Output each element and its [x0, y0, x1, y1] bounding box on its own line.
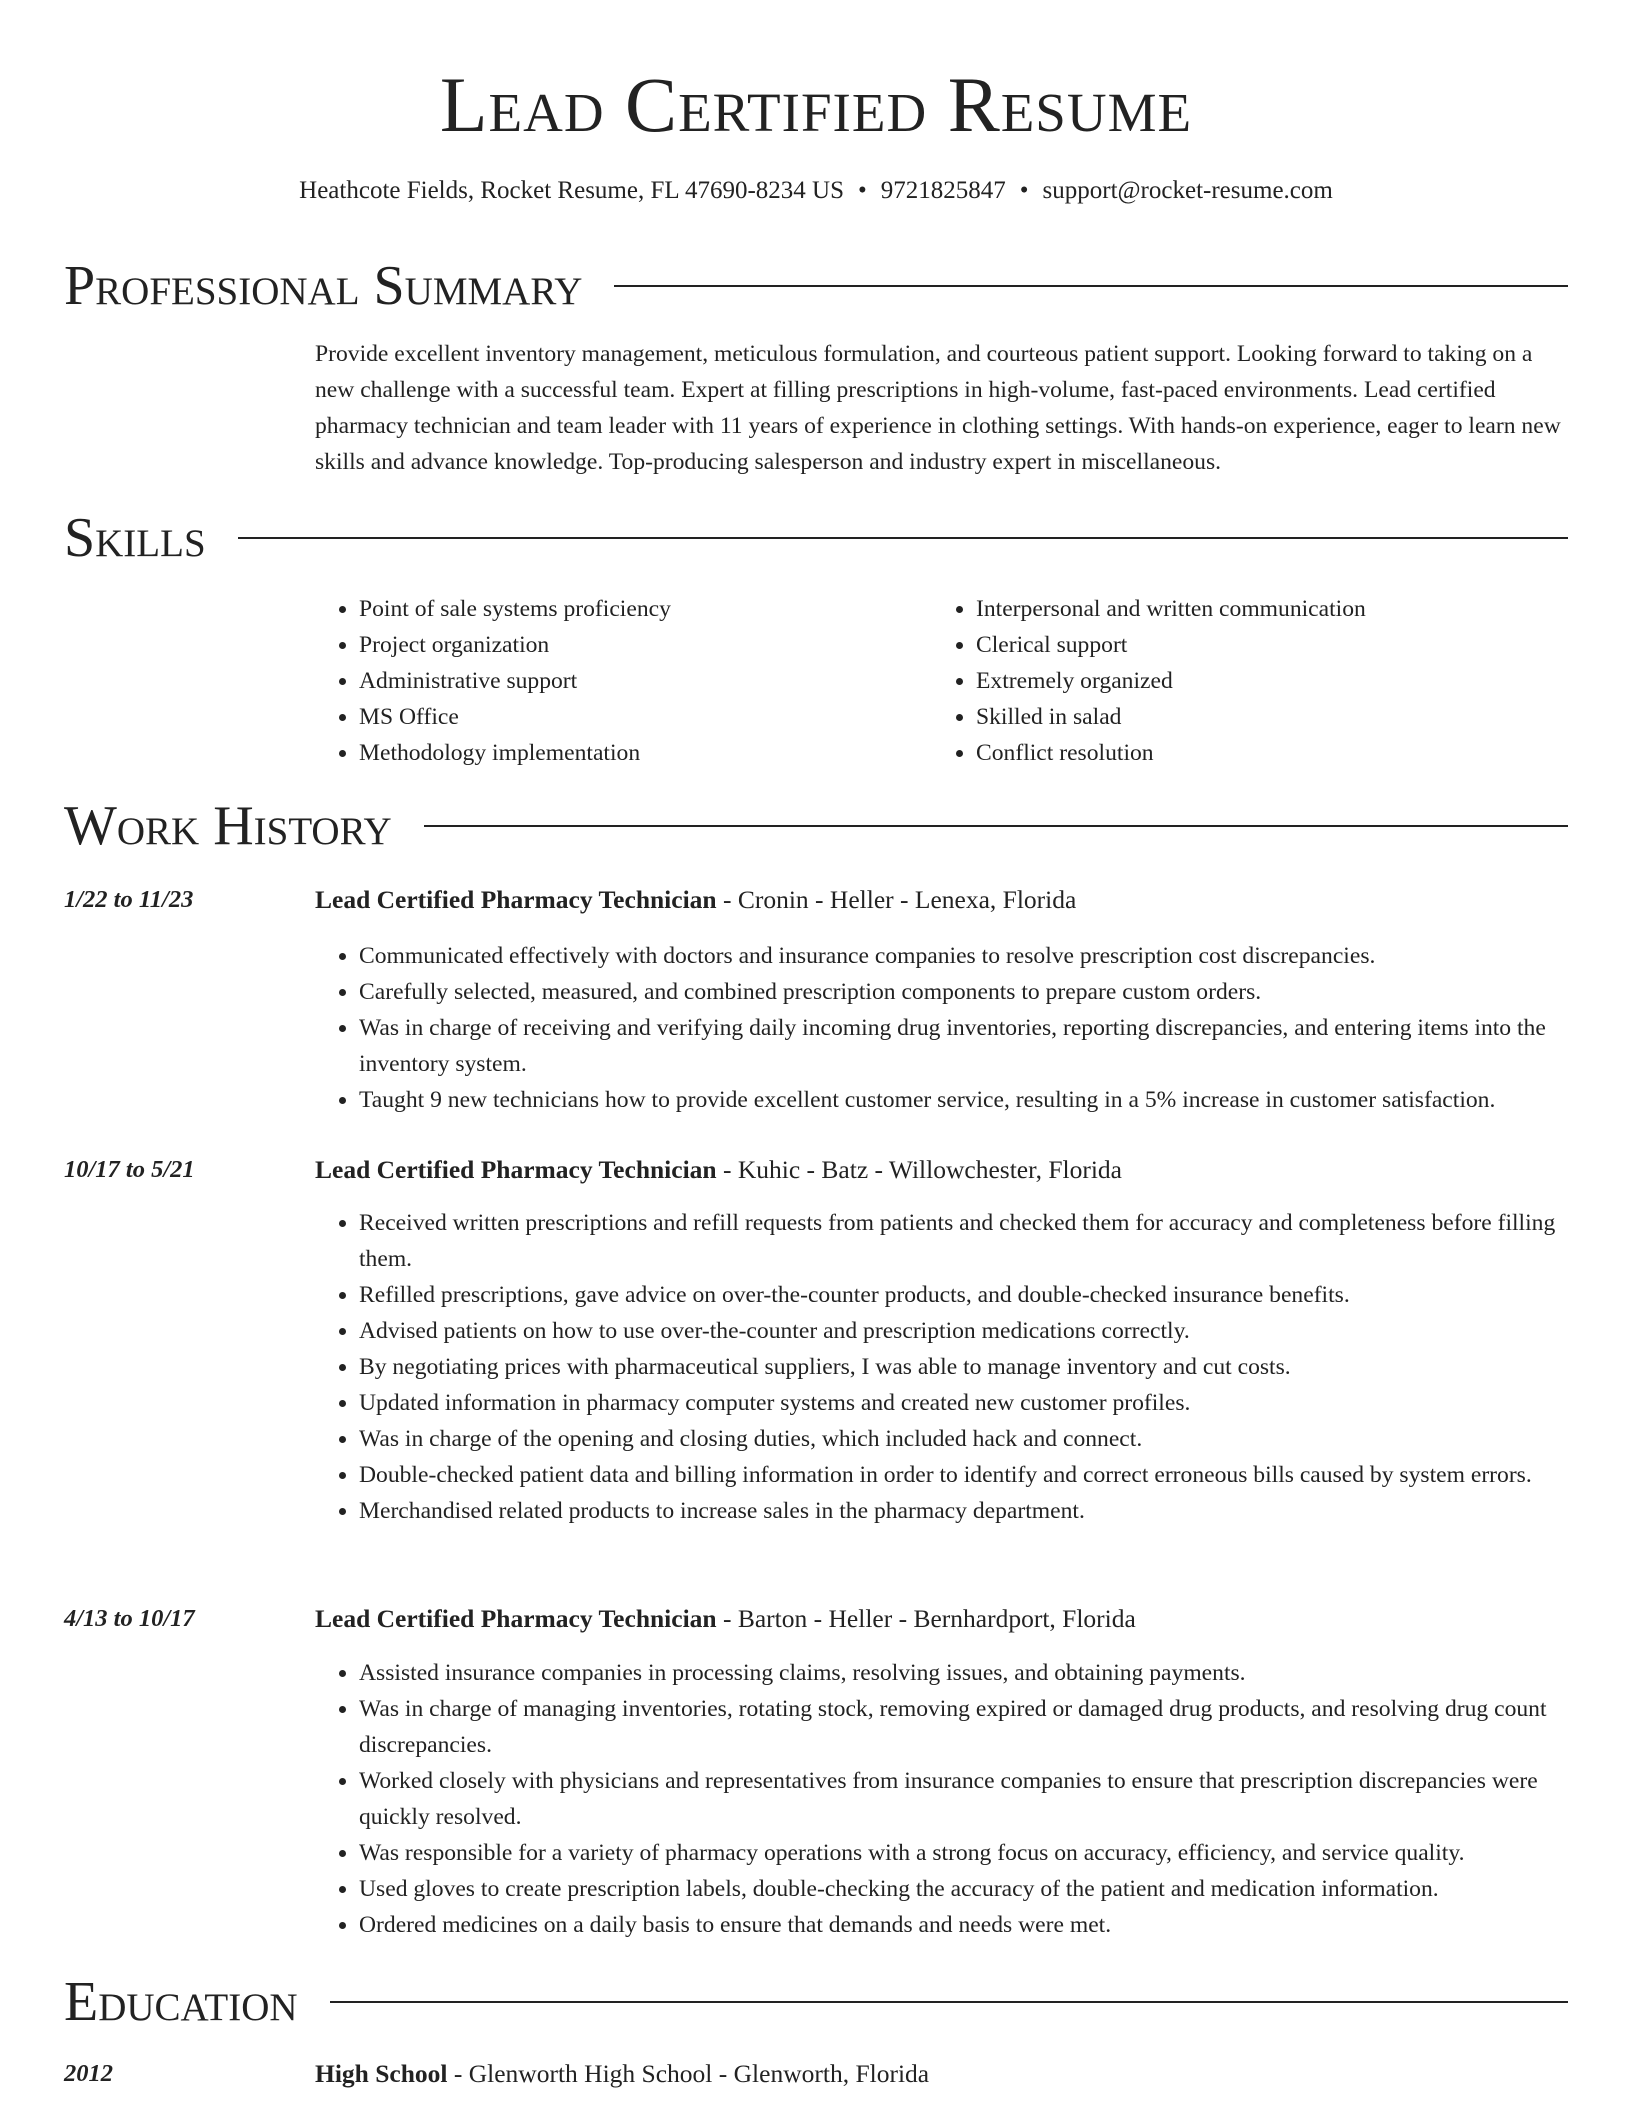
job-bullet: • Used gloves to create prescription labels, double-checking the accuracy of the patient and medication information.: [359, 1871, 1575, 1907]
job-title: Lead Certified Pharmacy Technician: [315, 1155, 717, 1184]
job-bullet: • Received written prescriptions and refill requests from patients and checked them for accuracy and completeness before filling them.: [359, 1205, 1575, 1277]
skill-item: • Project organization: [359, 627, 932, 663]
summary-section-header: [64, 254, 1568, 318]
skill-item: • MS Office: [359, 699, 932, 735]
section-divider: [424, 825, 1568, 827]
section-title-summary: Professional Summary: [64, 255, 583, 317]
skill-item: • Conflict resolution: [976, 735, 1549, 771]
contact-line: [0, 174, 1632, 208]
job-bullet: • Taught 9 new technicians how to provide excellent customer service, resulting in a 5% increase in customer satisfaction.: [359, 1082, 1575, 1118]
job-title: Lead Certified Pharmacy Technician: [315, 1604, 717, 1633]
education-degree: High School: [315, 2059, 448, 2088]
job-heading: [315, 1601, 1570, 1637]
education-year: 2012: [64, 2060, 113, 2087]
skill-item: • Administrative support: [359, 663, 932, 699]
job-bullet: • Ordered medicines on a daily basis to ensure that demands and needs were met.: [359, 1907, 1575, 1943]
work-section-header: [64, 794, 1568, 858]
contact-phone: 9721825847: [880, 177, 1006, 204]
job-dates: 10/17 to 5/21: [64, 1156, 195, 1183]
job-bullet: • Double-checked patient data and billing information in order to identify and correct erroneous bills caused by system errors.: [359, 1457, 1575, 1493]
section-divider: [238, 537, 1568, 539]
skill-item: • Extremely organized: [976, 663, 1549, 699]
job-bullet: • Merchandised related products to increase sales in the pharmacy department.: [359, 1493, 1575, 1529]
education-section-header: [64, 1970, 1568, 2034]
job-employer: - Kuhic - Batz - Willowchester, Florida: [716, 1155, 1122, 1184]
section-divider: [614, 285, 1568, 287]
job-bullets: [315, 938, 1575, 1118]
job-bullet: • Worked closely with physicians and representatives from insurance companies to ensure that prescription discrepancies were quickly resolved.: [359, 1763, 1575, 1835]
contact-separator: •: [858, 177, 867, 204]
section-title-skills: Skills: [64, 507, 206, 569]
skill-item: • Clerical support: [976, 627, 1549, 663]
job-bullet: • Was responsible for a variety of pharmacy operations with a strong focus on accuracy, efficiency, and service quality.: [359, 1835, 1575, 1871]
job-bullet: • Was in charge of receiving and verifying daily incoming drug inventories, reporting discrepancies, and entering items into the inventory system.: [359, 1010, 1575, 1082]
job-bullet: • Was in charge of managing inventories, rotating stock, removing expired or damaged drug products, and resolving drug count discrepancies.: [359, 1691, 1575, 1763]
section-title-education: Education: [64, 1971, 298, 2033]
job-bullet: • Communicated effectively with doctors and insurance companies to resolve prescription cost discrepancies.: [359, 938, 1575, 974]
job-dates: 4/13 to 10/17: [64, 1605, 195, 1632]
job-dates: 1/22 to 11/23: [64, 886, 194, 913]
skill-item: • Skilled in salad: [976, 699, 1549, 735]
contact-separator: •: [1019, 177, 1029, 204]
skills-column-right: [932, 591, 1549, 771]
skill-item: • Point of sale systems proficiency: [359, 591, 932, 627]
job-bullet: • Advised patients on how to use over-the-counter and prescription medications correctly.: [359, 1313, 1575, 1349]
summary-text: Provide excellent inventory management, meticulous formulation, and courteous patient support. Looking forward to taking on a new challenge with a successful team. Expert at filling prescriptions in high-volume, fast-paced environments. Lead certified pharmacy technician and team leader with 11 years of experience in clothing settings. With hands-on experience, eager to learn new skills and advance knowledge. Top-producing salesperson and industry expert in miscellaneous.: [315, 341, 1561, 475]
skills-list: [315, 591, 1570, 771]
job-bullet: • By negotiating prices with pharmaceutical suppliers, I was able to manage inventory and cut costs.: [359, 1349, 1575, 1385]
skill-item: • Interpersonal and written communication: [976, 591, 1549, 627]
job-bullet: • Carefully selected, measured, and combined prescription components to prepare custom orders.: [359, 974, 1575, 1010]
job-bullets: [315, 1655, 1575, 1943]
contact-email: support@rocket-resume.com: [1042, 177, 1333, 204]
job-bullet: • Was in charge of the opening and closing duties, which included hack and connect.: [359, 1421, 1575, 1457]
skill-item: • Methodology implementation: [359, 735, 932, 771]
contact-address: Heathcote Fields, Rocket Resume, FL 47690-8234 US: [299, 177, 844, 204]
section-divider: [330, 2001, 1568, 2003]
job-heading: [315, 1152, 1570, 1188]
resume-title: Lead Certified Resume: [439, 61, 1193, 148]
job-employer: - Barton - Heller - Bernhardport, Florida: [716, 1604, 1136, 1633]
education-heading: [315, 2056, 1570, 2092]
job-employer: - Cronin - Heller - Lenexa, Florida: [716, 885, 1077, 914]
job-bullet: • Assisted insurance companies in processing claims, resolving issues, and obtaining payments.: [359, 1655, 1575, 1691]
job-bullet: • Refilled prescriptions, gave advice on over-the-counter products, and double-checked insurance benefits.: [359, 1277, 1575, 1313]
job-bullet: • Updated information in pharmacy computer systems and created new customer profiles.: [359, 1385, 1575, 1421]
skills-section-header: [64, 506, 1568, 570]
job-heading: [315, 882, 1570, 918]
skills-column-left: [315, 591, 932, 771]
job-title: Lead Certified Pharmacy Technician: [315, 885, 717, 914]
education-school: - Glenworth High School - Glenworth, Florida: [447, 2059, 930, 2088]
job-bullets: [315, 1205, 1575, 1529]
section-title-work: Work History: [64, 795, 392, 857]
